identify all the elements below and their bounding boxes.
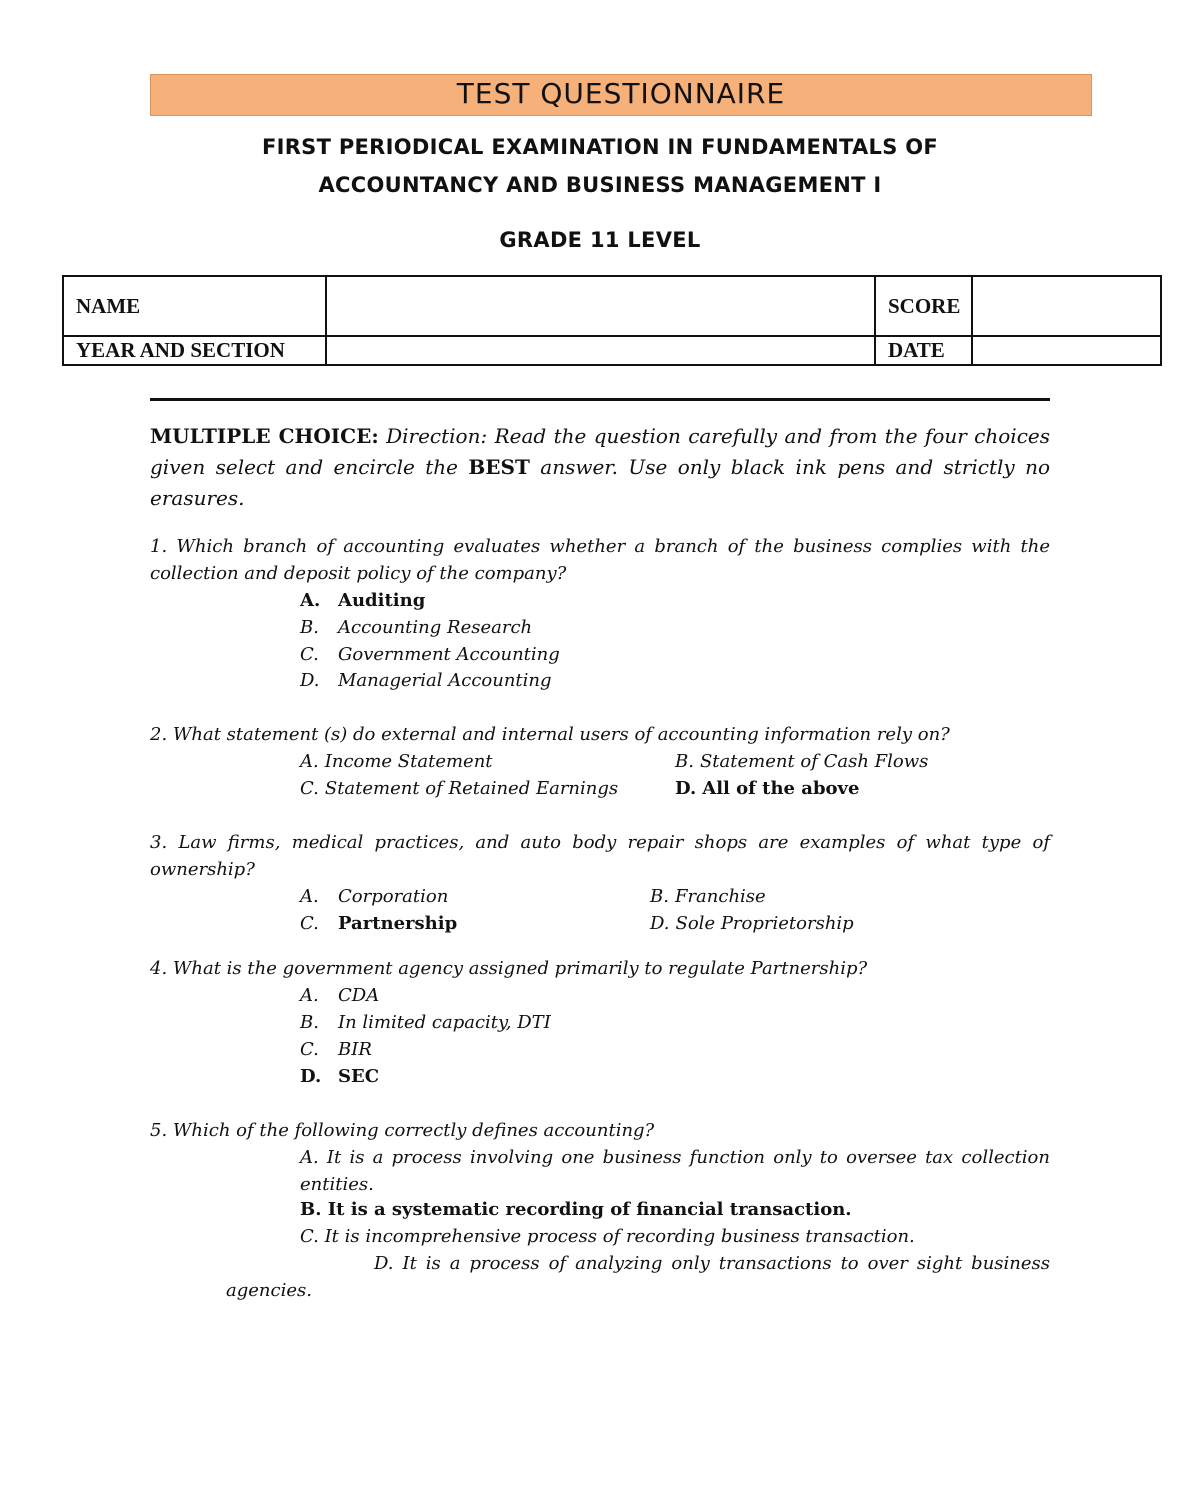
option-text: Managerial Accounting [338,670,552,691]
date-label: DATE [875,336,972,365]
option-text: In limited capacity, DTI [338,1012,551,1033]
option-text: All of the above [702,778,860,799]
option-text: Statement of Retained Earnings [324,778,619,799]
option-text: CDA [338,985,380,1006]
question-4: 4. What is the government agency assigned primarily to regulate Partnership? [150,958,868,979]
year-section-field[interactable] [326,336,875,365]
option-text: BIR [338,1039,372,1060]
question-5: 5. Which of the following correctly defines accounting? [150,1120,655,1141]
option-letter: A. [300,751,319,772]
q4-option-b[interactable] [300,1009,551,1036]
option-text: Sole Proprietorship [675,913,854,934]
q1-option-a[interactable] [300,587,425,614]
score-label: SCORE [875,276,972,336]
option-text: Franchise [674,886,766,907]
option-text: Accounting Research [338,617,533,638]
option-letter: D. [650,913,670,934]
q1-option-d[interactable] [300,667,552,694]
directions-label: MULTIPLE CHOICE: [150,424,379,448]
exam-title-line-1: FIRST PERIODICAL EXAMINATION IN FUNDAMENTALS OF [261,135,939,159]
option-letter: B. [675,751,694,772]
q5-option-c[interactable]: C. It is incomprehensive process of recording business transaction. [300,1226,915,1247]
q4-option-d[interactable] [300,1063,379,1090]
question-3: 3. Law firms, medical practices, and auto body repair shops are examples of what type of ownership? [150,832,1050,880]
option-letter: C. [300,913,319,934]
option-letter: C. [300,1039,319,1060]
q3-option-a[interactable] [300,883,448,910]
q1-option-c[interactable] [300,641,560,668]
q3-option-b[interactable] [650,883,766,910]
q5-option-b[interactable]: B. It is a systematic recording of financial transaction. [300,1199,852,1220]
q4-option-c[interactable] [300,1036,372,1063]
exam-title-line-2: ACCOUNTANCY AND BUSINESS MANAGEMENT I [318,173,882,197]
option-letter: A. [300,886,319,907]
q2-option-c[interactable] [300,775,618,802]
option-text: Auditing [338,590,426,611]
questionnaire-banner: TEST QUESTIONNAIRE [150,74,1092,116]
option-letter: B. [300,617,319,638]
score-field[interactable] [972,276,1161,336]
directions-text-1: Direction: Read the question carefully and from the four choices given select and encircle the [150,424,1050,479]
name-label: NAME [63,276,326,336]
option-letter: D. [300,1066,322,1087]
date-field[interactable] [972,336,1161,365]
name-field[interactable] [326,276,875,336]
option-text: SEC [338,1066,380,1087]
directions [150,421,1050,514]
q3-option-c[interactable] [300,910,457,937]
question-1: 1. Which branch of accounting evaluates whether a branch of the business complies with the collection and deposit policy of the company? [150,536,1050,584]
q4-option-a[interactable] [300,982,379,1009]
option-letter: C. [300,644,319,665]
option-letter: D. [300,670,320,691]
grade-level: GRADE 11 LEVEL [499,228,701,252]
option-letter: C. [300,778,319,799]
q5-option-a[interactable]: A. It is a process involving one business function only to oversee tax collection entities. [300,1147,1050,1195]
directions-text-2: answer. Use only black ink pens and strictly no erasures. [150,455,1050,510]
q1-option-b[interactable] [300,614,532,641]
option-text: Corporation [338,886,449,907]
option-text: Statement of Cash Flows [699,751,929,772]
option-text: Partnership [338,913,458,934]
question-2: 2. What statement (s) do external and internal users of accounting information rely on? [150,724,950,745]
option-letter: A. [300,590,321,611]
option-letter: A. [300,985,319,1006]
option-letter: D. [675,778,697,799]
section-divider [150,398,1050,401]
option-text: Government Accounting [338,644,560,665]
option-text: Income Statement [324,751,493,772]
directions-best: BEST [468,455,530,479]
year-section-label: YEAR AND SECTION [63,336,326,365]
q5-option-d[interactable]: D. It is a process of analyzing only transactions to over sight business agencies. [226,1253,1050,1301]
student-info-table [62,275,1162,366]
option-letter: B. [650,886,669,907]
option-letter: B. [300,1012,319,1033]
q2-option-a[interactable] [300,748,493,775]
q2-option-d[interactable] [675,775,859,802]
q3-option-d[interactable] [650,910,854,937]
q2-option-b[interactable] [675,748,928,775]
